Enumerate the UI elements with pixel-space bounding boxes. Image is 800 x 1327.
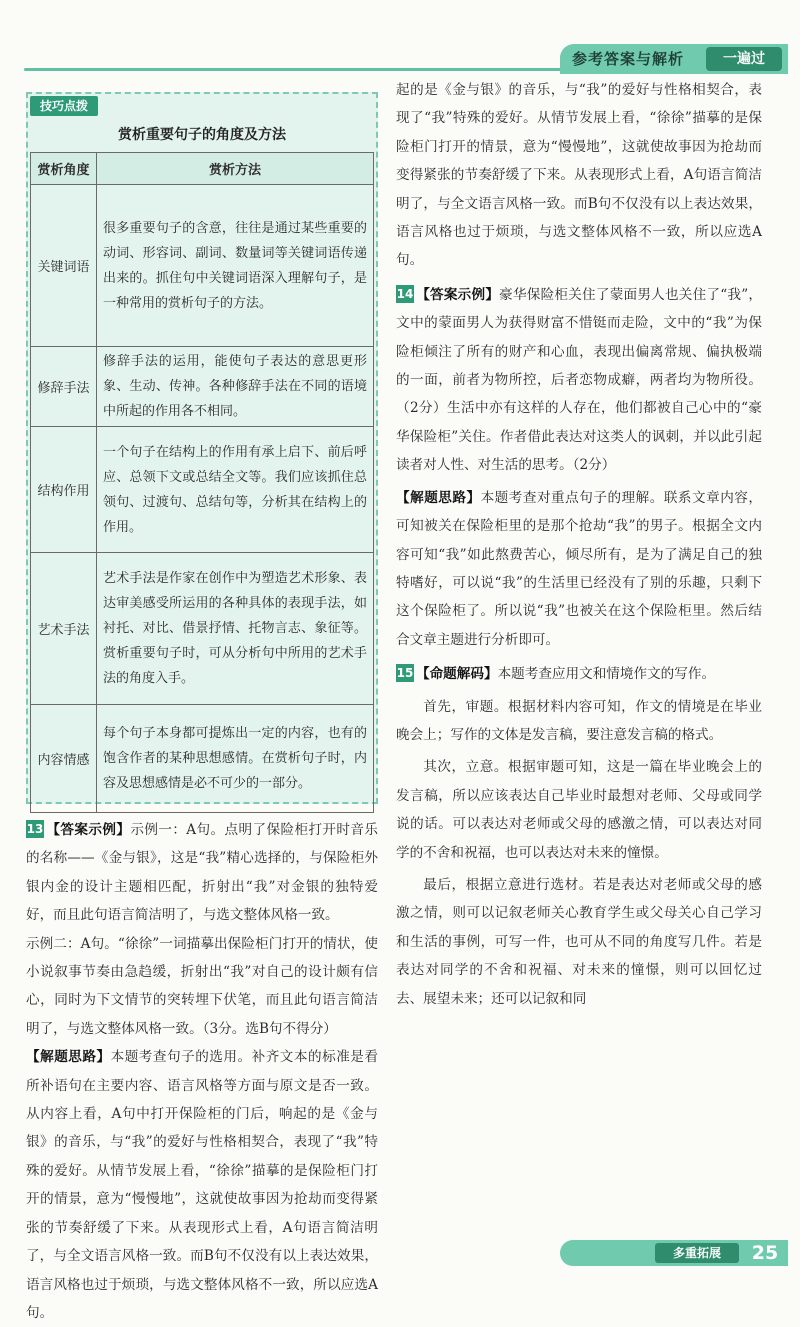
table-row xyxy=(31,347,374,427)
q13-analysis: 【解题思路】本题考查句子的选用。补齐文本的标准是看所补语句在主要内容、语言风格等方面与原文是否一致。从内容上看，A句中打开保险柜的门后，响起的是《金与银》的音乐，与“我”的爱好与性格相契合，表现了“我”特殊的爱好。从情节发展上看，“徐徐”描摹的是保险柜门打开的情景，意为“慢慢地”，这就使故事因为抢劫而变得紧张的节奏舒缓了下来。从表现形式上看，A句语言简洁明了，与全文语言风格一致。而B句不仅没有以上表达效果，语言风格也过于烦琐，与选文整体风格不一致，所以应选A句。 xyxy=(26,1049,379,1321)
q15-heading: 15 【命题解码】本题考查应用文和情境作文的写作。 xyxy=(396,666,716,683)
table-cell-angle: 结构作用 xyxy=(31,427,97,553)
header-title: 参考答案与解析 xyxy=(572,50,685,68)
table-cell-angle: 内容情感 xyxy=(31,705,97,813)
q13-analysis-label: 【解题思路】 xyxy=(26,1049,111,1066)
table-row xyxy=(31,185,374,347)
tip-label: 技巧点拨 xyxy=(30,96,98,116)
q14-analysis-label: 【解题思路】 xyxy=(396,489,481,506)
table-cell-angle: 修辞手法 xyxy=(31,347,97,427)
q14-analysis: 【解题思路】本题考查对重点句子的理解。联系文章内容，可知被关在保险柜里的是那个抢劫“我”的男子。根据全文内容可知“我”如此熬费苦心，倾尽所有，是为了满足自己的独特嗜好，可以说“我”的生活里已经没有了别的乐趣，只剩下这个保险柜了。所以说“我”也被关在这个保险柜里。然后结合文章主题进行分析即可。 xyxy=(396,489,762,648)
method-table xyxy=(30,152,374,813)
column-header-method: 赏析方法 xyxy=(97,153,374,185)
q13-section xyxy=(26,816,378,1327)
table-row xyxy=(31,427,374,553)
q15-p1: 首先，审题。根据材料内容可知，作文的情境是在毕业晚会上；写作的文体是发言稿，要注意发言稿的格式。 xyxy=(396,698,762,743)
q14-number: 14 xyxy=(396,286,414,301)
table-row xyxy=(31,705,374,813)
table-cell-method: 每个句子本身都可提炼出一定的内容，也有的饱含作者的某种思想感情。在赏析句子时，内容及思想感情是必不可少的一部分。 xyxy=(97,705,374,813)
table-header-row xyxy=(31,153,374,185)
q15-number: 15 xyxy=(396,666,414,681)
q14-label: 【答案示例】 xyxy=(416,286,500,303)
tip-title: 赏析重要句子的角度及方法 xyxy=(118,127,286,143)
q15-p3: 最后，根据立意进行选材。若是表达对老师或父母的感激之情，则可以记叙老师关心教育学生或父母关心自己学习和生活的事例，可写一件，也可从不同的角度写几件。若是表达对同学的不舍和祝福、对未来的憧憬，则可以回忆过去、展望未来；还可以记叙和同 xyxy=(396,876,762,1007)
footer-tag: 多重拓展 xyxy=(655,1243,739,1263)
q13-answer-p2: 示例二：A句。“徐徐”一词描摹出保险柜门打开的情状，使小说叙事节奏由急趋缓，折射出“我”对自己的设计颇有信心，同时为下文情节的突转埋下伏笔，而且此句语言简洁明了，与选文整体风格一致。（3分。选B句不得分） xyxy=(26,935,378,1037)
table-cell-angle: 艺术手法 xyxy=(31,553,97,705)
q15-label: 【命题解码】 xyxy=(416,666,498,683)
q13-analysis-tail: 起的是《金与银》的音乐，与“我”的爱好与性格相契合，表现了“我”特殊的爱好。从情节发展上看，“徐徐”描摹的是保险柜门打开的情景，意为“慢慢地”，这就使故事因为抢劫而变得紧张的节奏舒缓了下来。从表现形式上看，A句语言简洁明了，与全文语言风格一致。而B句不仅没有以上表达效果，语言风格也过于烦琐，与选文整体风格不一致，所以应选A句。 xyxy=(396,82,762,269)
q14-answer: 14 【答案示例】豪华保险柜关住了蒙面男人也关住了“我”，文中的蒙面男人为获得财富不惜铤而走险，文中的“我”为保险柜倾注了所有的财产和心血，表现出偏离常规、偏执极端的一面，前者为物所控，后者恋物成癖，两者均为物所役。（2分）生活中亦有这样的人存在，他们都被自己心中的“豪华保险柜”关住。作者借此表达对这类人的讽刺，并以此引起读者对人性、对生活的思考。（2分） xyxy=(396,286,762,474)
table-cell-angle: 关键词语 xyxy=(31,185,97,347)
table-cell-method: 一个句子在结构上的作用有承上启下、前后呼应、总领下文或总结全文等。我们应该抓住总领句、过渡句、总结句等，分析其在结构上的作用。 xyxy=(97,427,374,553)
table-row xyxy=(31,553,374,705)
q13-answer-p1: 13 【答案示例】示例一：A句。点明了保险柜打开时音乐的名称——《金与银》，这是“我”精心选择的，与保险柜外银内金的设计主题相匹配，折射出“我”对金银的独特爱好，而且此句语言简洁明了，与选文整体风格一致。 xyxy=(26,822,378,924)
right-column xyxy=(396,78,762,1233)
column-header-angle: 赏析角度 xyxy=(31,153,97,185)
table-cell-method: 很多重要句子的含意，往往是通过某些重要的动词、形容词、副词、数量词等关键词语传递出来的。抓住句中关键词语深入理解句子，是一种常用的赏析句子的方法。 xyxy=(97,185,374,347)
q13-number: 13 xyxy=(26,822,44,836)
page-number: 25 xyxy=(751,1242,779,1264)
q13-label: 【答案示例】 xyxy=(46,822,131,838)
header-tag: 一遍过 xyxy=(706,47,782,71)
q13-analysis-continued xyxy=(396,0,762,78)
table-cell-method: 艺术手法是作家在创作中为塑造艺术形象、表达审美感受所运用的各种具体的表现手法，如衬托、对比、借景抒情、托物言志、象征等。赏析重要句子时，可从分析句中所用的艺术手法的角度入手。 xyxy=(97,553,374,705)
table-cell-method: 修辞手法的运用，能使句子表达的意思更形象、生动、传神。各种修辞手法在不同的语境中所起的作用各不相同。 xyxy=(97,347,374,427)
q15-p2: 其次，立意。根据审题可知，这是一篇在毕业晚会上的发言稿，所以应该表达自己毕业时最想对老师、父母或同学说的话。可以表达对老师或父母的感激之情，可以表达对同学的不舍和祝福，也可以表达对未来的憧憬。 xyxy=(396,759,762,861)
